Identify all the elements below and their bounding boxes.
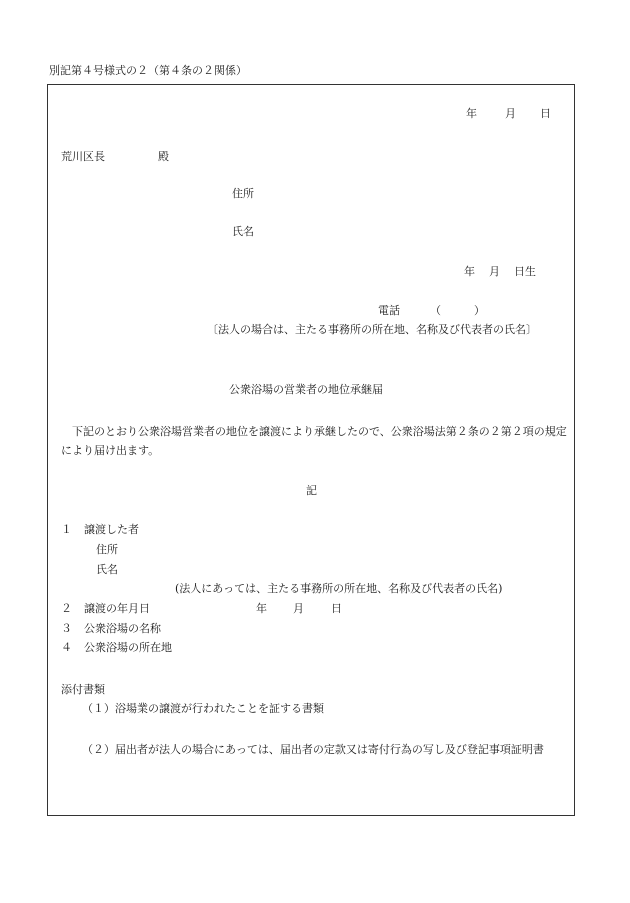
document-title: 公衆浴場の営業者の地位承継届 (229, 383, 383, 396)
attachment-item (82, 740, 566, 759)
corporate-note: 〔法人の場合は、主たる事務所の所在地、名称及び代表者の氏名〕 (207, 323, 537, 336)
applicant-address-label: 住所 (232, 187, 254, 200)
item1-number: １ (61, 523, 72, 536)
item2-month: 月 (293, 602, 304, 615)
form-number: 別記第４号様式の２（第４条の２関係） (49, 64, 247, 77)
applicant-name-label: 氏名 (232, 225, 254, 238)
item4-number: ４ (61, 641, 72, 654)
date-year: 年 (466, 107, 477, 120)
item2-day: 日 (331, 602, 342, 615)
ki-heading: 記 (306, 484, 317, 497)
birth-day: 日生 (514, 265, 536, 278)
phone-label: 電話 (378, 304, 400, 317)
addressee-honorific: 殿 (158, 150, 169, 163)
attachment-text: 届出者が法人の場合にあっては、届出者の定款又は寄付行為の写し及び登記事項証明書 (115, 743, 544, 756)
item1-name-label: 氏名 (96, 563, 118, 576)
item2-label: 譲渡の年月日 (84, 602, 150, 615)
item3-number: ３ (61, 622, 72, 635)
attachments-heading: 添付書類 (61, 683, 105, 696)
phone-open-paren: （ (430, 304, 441, 317)
attachment-text: 浴場業の譲渡が行われたことを証する書類 (115, 702, 324, 715)
item1-label: 譲渡した者 (84, 523, 139, 536)
birth-month: 月 (489, 265, 500, 278)
attachment-item (82, 699, 566, 718)
phone-close-paren: ） (474, 304, 485, 317)
date-day: 日 (540, 107, 551, 120)
item2-number: ２ (61, 602, 72, 615)
item2-year: 年 (256, 602, 267, 615)
birth-year: 年 (464, 265, 475, 278)
attachment-number: （２） (82, 743, 115, 756)
item4-label: 公衆浴場の所在地 (84, 641, 172, 654)
body-text: 下記のとおり公衆浴場営業者の地位を譲渡により承継したので、公衆浴場法第２条の２第２項の規定により届け出ます。 (61, 425, 567, 457)
date-month: 月 (505, 107, 516, 120)
addressee-name: 荒川区長 (61, 150, 105, 163)
item3-label: 公衆浴場の名称 (84, 622, 161, 635)
item1-address-label: 住所 (96, 543, 118, 556)
attachment-number: （１） (82, 702, 115, 715)
item1-note: (法人にあっては、主たる事務所の所在地、名称及び代表者の氏名) (175, 582, 503, 595)
